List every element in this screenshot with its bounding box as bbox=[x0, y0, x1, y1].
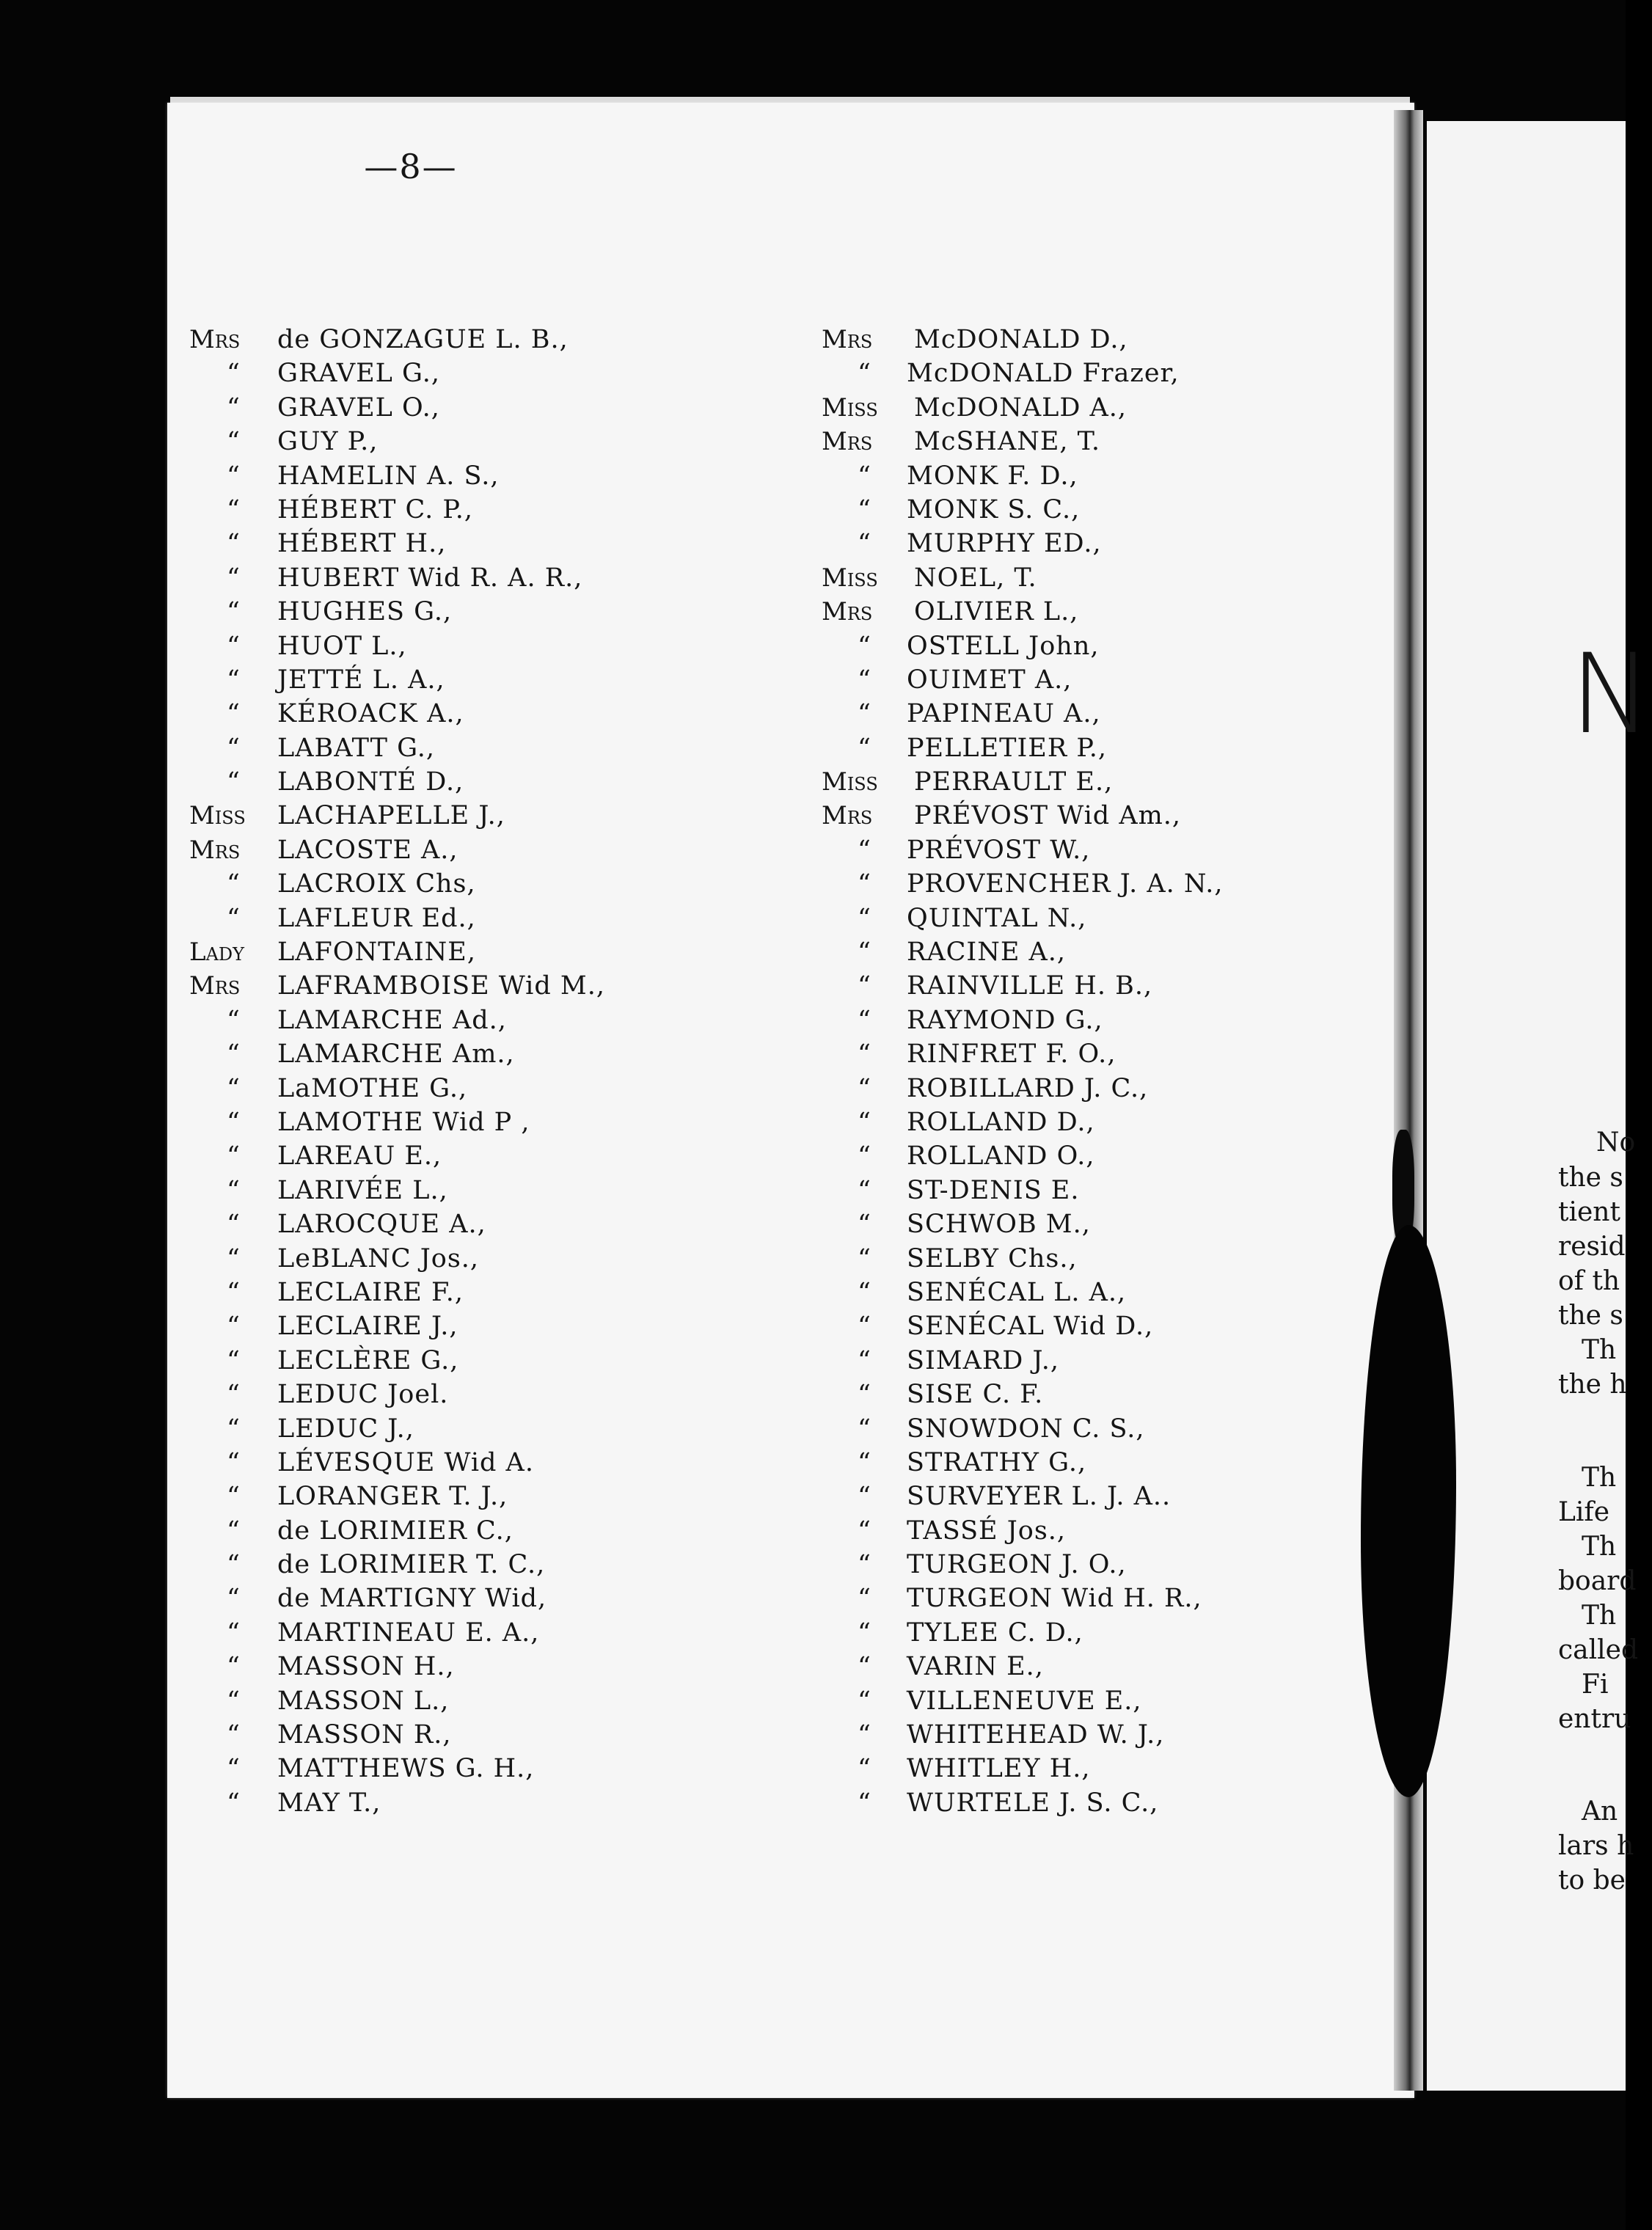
list-entry bbox=[822, 969, 1350, 1003]
entry-title: “ bbox=[227, 1005, 240, 1035]
entry-title: Lady bbox=[189, 937, 244, 968]
list-entry bbox=[822, 1344, 1350, 1378]
entry-name: TYLEE C. D., bbox=[907, 1617, 1083, 1648]
facing-text-fragment: to be bbox=[1558, 1865, 1626, 1896]
list-entry bbox=[189, 1616, 813, 1650]
entry-title: “ bbox=[858, 1720, 871, 1750]
list-entry bbox=[822, 1174, 1350, 1207]
entry-name: PELLETIER P., bbox=[907, 733, 1108, 763]
entry-name: HÉBERT C. P., bbox=[277, 494, 474, 524]
entry-title: “ bbox=[858, 1788, 871, 1818]
list-entry bbox=[189, 1548, 813, 1582]
entry-title: “ bbox=[227, 767, 240, 797]
entry-name: LORANGER T. J., bbox=[277, 1482, 508, 1512]
entry-title: “ bbox=[227, 1584, 240, 1614]
entry-name: MATTHEWS G. H., bbox=[277, 1754, 535, 1784]
entry-title: “ bbox=[227, 494, 240, 524]
entry-title: “ bbox=[227, 1550, 240, 1580]
list-entry bbox=[189, 1684, 813, 1718]
entry-title: “ bbox=[858, 631, 871, 661]
facing-text-fragment: Fi bbox=[1582, 1670, 1609, 1700]
entry-title: “ bbox=[858, 1175, 871, 1205]
facing-text-fragment: the s bbox=[1558, 1163, 1623, 1193]
entry-title: “ bbox=[227, 1243, 240, 1273]
entry-name: LEDUC J., bbox=[277, 1414, 414, 1444]
list-entry bbox=[822, 1582, 1350, 1615]
entry-title: “ bbox=[227, 699, 240, 729]
list-entry bbox=[189, 1752, 813, 1785]
list-entry bbox=[189, 1072, 813, 1105]
list-entry bbox=[822, 459, 1350, 493]
entry-name: MURPHY ED., bbox=[907, 529, 1102, 559]
entry-name: TURGEON Wid H. R., bbox=[907, 1584, 1202, 1614]
list-entry bbox=[822, 527, 1350, 560]
entry-title: “ bbox=[858, 1210, 871, 1240]
entry-title: “ bbox=[227, 1482, 240, 1512]
entry-title: “ bbox=[858, 1482, 871, 1512]
list-entry bbox=[189, 799, 813, 833]
entry-name: WURTELE J. S. C., bbox=[907, 1788, 1159, 1818]
entry-name: MASSON H., bbox=[277, 1652, 455, 1682]
list-entry bbox=[822, 1480, 1350, 1513]
entry-title: “ bbox=[227, 1516, 240, 1546]
list-entry bbox=[822, 595, 1350, 629]
entry-name: PRÉVOST W., bbox=[907, 835, 1091, 865]
facing-text-fragment: called bbox=[1558, 1635, 1639, 1665]
entry-title: “ bbox=[227, 1414, 240, 1444]
entry-title: Miss bbox=[822, 767, 878, 797]
entry-name: MASSON R., bbox=[277, 1720, 452, 1750]
list-entry bbox=[822, 1105, 1350, 1139]
list-entry bbox=[822, 1718, 1350, 1752]
list-entry bbox=[189, 765, 813, 799]
entry-name: RAINVILLE H. B., bbox=[907, 971, 1153, 1001]
entry-title: “ bbox=[858, 1073, 871, 1103]
list-entry bbox=[822, 323, 1350, 357]
entry-name: HÉBERT H., bbox=[277, 529, 447, 559]
entry-title: “ bbox=[858, 1380, 871, 1410]
list-entry bbox=[189, 561, 813, 595]
entry-name: MONK S. C., bbox=[907, 494, 1081, 524]
entry-title: “ bbox=[227, 1312, 240, 1342]
facing-text-fragment: lars h bbox=[1558, 1831, 1634, 1861]
entry-name: de GONZAGUE L. B., bbox=[277, 325, 569, 354]
entry-name: MAY T., bbox=[277, 1788, 381, 1818]
entry-name: OLIVIER L., bbox=[914, 597, 1079, 627]
list-entry bbox=[822, 935, 1350, 969]
entry-title: “ bbox=[858, 529, 871, 559]
entry-name: RACINE A., bbox=[907, 937, 1067, 968]
entry-name: STRATHY G., bbox=[907, 1447, 1087, 1477]
entry-name: McSHANE, T. bbox=[914, 427, 1100, 457]
entry-title: “ bbox=[227, 1107, 240, 1137]
entry-name: LACOSTE A., bbox=[277, 835, 458, 865]
list-entry bbox=[822, 1514, 1350, 1548]
entry-name: LABATT G., bbox=[277, 733, 436, 763]
entry-title: “ bbox=[227, 359, 240, 389]
entry-name: SENÉCAL L. A., bbox=[907, 1277, 1127, 1307]
list-entry bbox=[822, 493, 1350, 527]
entry-title: “ bbox=[227, 1788, 240, 1818]
list-entry bbox=[189, 1582, 813, 1615]
list-entry bbox=[822, 1309, 1350, 1343]
entry-title: “ bbox=[858, 1141, 871, 1171]
entry-title: Mrs bbox=[189, 835, 241, 865]
facing-text-fragment: An bbox=[1582, 1796, 1618, 1827]
entry-name: ROBILLARD J. C., bbox=[907, 1073, 1149, 1103]
entry-name: SISE C. F. bbox=[907, 1380, 1044, 1410]
entry-title: “ bbox=[227, 665, 240, 695]
entry-title: “ bbox=[858, 1754, 871, 1784]
entry-title: “ bbox=[858, 1447, 871, 1477]
entry-name: OUIMET A., bbox=[907, 665, 1072, 695]
list-entry bbox=[189, 833, 813, 867]
entry-title: “ bbox=[858, 665, 871, 695]
entry-title: “ bbox=[227, 1175, 240, 1205]
list-entry bbox=[189, 1480, 813, 1513]
entry-name: SURVEYER L. J. A.. bbox=[907, 1482, 1172, 1512]
list-entry bbox=[189, 663, 813, 697]
entry-name: PROVENCHER J. A. N., bbox=[907, 869, 1224, 899]
entry-name: SNOWDON C. S., bbox=[907, 1414, 1145, 1444]
entry-title: “ bbox=[227, 1652, 240, 1682]
entry-name: RAYMOND G., bbox=[907, 1005, 1103, 1035]
entry-name: ST-DENIS E. bbox=[907, 1175, 1080, 1205]
entry-title: Mrs bbox=[822, 325, 873, 354]
entry-title: “ bbox=[858, 1652, 871, 1682]
entry-title: “ bbox=[227, 1345, 240, 1375]
entry-title: “ bbox=[227, 1039, 240, 1070]
list-entry bbox=[822, 902, 1350, 935]
page-number: —8— bbox=[364, 147, 458, 186]
list-entry bbox=[189, 1004, 813, 1037]
list-entry bbox=[822, 799, 1350, 833]
list-entry bbox=[822, 561, 1350, 595]
entry-name: LAMOTHE Wid P , bbox=[277, 1107, 530, 1137]
list-entry bbox=[822, 425, 1350, 458]
entry-title: “ bbox=[227, 1380, 240, 1410]
facing-text-fragment: Life bbox=[1558, 1497, 1610, 1527]
entry-name: LECLAIRE J., bbox=[277, 1312, 458, 1342]
facing-text-fragment: Th bbox=[1582, 1463, 1617, 1493]
entry-title: “ bbox=[858, 1414, 871, 1444]
list-entry bbox=[822, 765, 1350, 799]
entry-title: “ bbox=[858, 971, 871, 1001]
list-entry bbox=[822, 867, 1350, 901]
entry-title: Mrs bbox=[189, 325, 241, 354]
entry-name: VARIN E., bbox=[907, 1652, 1044, 1682]
list-entry bbox=[822, 1072, 1350, 1105]
entry-title: “ bbox=[227, 903, 240, 933]
list-entry bbox=[189, 1309, 813, 1343]
entry-title: “ bbox=[858, 1243, 871, 1273]
list-entry bbox=[822, 1616, 1350, 1650]
list-entry bbox=[189, 1514, 813, 1548]
entry-title: “ bbox=[858, 1312, 871, 1342]
entry-title: “ bbox=[227, 427, 240, 457]
entry-title: “ bbox=[858, 699, 871, 729]
entry-name: LaMOTHE G., bbox=[277, 1073, 468, 1103]
list-entry bbox=[189, 1242, 813, 1276]
list-entry bbox=[189, 1344, 813, 1378]
entry-title: Miss bbox=[822, 563, 878, 593]
list-entry bbox=[189, 595, 813, 629]
list-entry bbox=[189, 493, 813, 527]
entry-name: NOEL, T. bbox=[914, 563, 1037, 593]
entry-title: “ bbox=[858, 1584, 871, 1614]
entry-name: KÉROACK A., bbox=[277, 699, 464, 729]
entry-title: “ bbox=[227, 1073, 240, 1103]
entry-name: LAREAU E., bbox=[277, 1141, 442, 1171]
list-entry bbox=[822, 833, 1350, 867]
entry-name: LECLAIRE F., bbox=[277, 1277, 464, 1307]
entry-name: HUGHES G., bbox=[277, 597, 453, 627]
list-entry bbox=[822, 697, 1350, 731]
entry-name: RINFRET F. O., bbox=[907, 1039, 1116, 1070]
list-entry bbox=[822, 1207, 1350, 1241]
entry-title: “ bbox=[858, 359, 871, 389]
entry-name: de LORIMIER C., bbox=[277, 1516, 513, 1546]
entry-title: “ bbox=[858, 1107, 871, 1137]
entry-title: “ bbox=[858, 461, 871, 491]
entry-name: LÉVESQUE Wid A. bbox=[277, 1447, 534, 1477]
list-entry bbox=[189, 902, 813, 935]
entry-name: LEDUC Joel. bbox=[277, 1380, 449, 1410]
entry-name: GUY P., bbox=[277, 427, 379, 457]
list-entry bbox=[189, 1207, 813, 1241]
facing-text-fragment: Th bbox=[1582, 1532, 1617, 1562]
list-entry bbox=[822, 1139, 1350, 1173]
entry-name: MONK F. D., bbox=[907, 461, 1078, 491]
list-entry bbox=[189, 731, 813, 765]
facing-text-fragment: No bbox=[1596, 1127, 1636, 1158]
facing-text-fragment: Th bbox=[1582, 1335, 1617, 1365]
list-entry bbox=[189, 1412, 813, 1446]
entry-title: “ bbox=[858, 903, 871, 933]
entry-name: WHITLEY H., bbox=[907, 1754, 1091, 1784]
list-entry bbox=[189, 969, 813, 1003]
entry-name: WHITEHEAD W. J., bbox=[907, 1720, 1165, 1750]
list-entry bbox=[822, 1684, 1350, 1718]
entry-name: LAFRAMBOISE Wid M., bbox=[277, 971, 605, 1001]
list-entry bbox=[822, 1378, 1350, 1411]
entry-title: “ bbox=[858, 1345, 871, 1375]
list-entry bbox=[822, 391, 1350, 425]
list-entry bbox=[822, 1004, 1350, 1037]
entry-name: OSTELL John, bbox=[907, 631, 1100, 661]
facing-text-fragment: the h bbox=[1558, 1370, 1627, 1400]
facing-text-fragment: Th bbox=[1582, 1601, 1617, 1631]
list-entry bbox=[189, 1786, 813, 1820]
list-entry bbox=[189, 1139, 813, 1173]
entry-name: SENÉCAL Wid D., bbox=[907, 1312, 1154, 1342]
list-entry bbox=[189, 527, 813, 560]
entry-title: “ bbox=[227, 1720, 240, 1750]
list-entry bbox=[189, 1446, 813, 1480]
entry-title: “ bbox=[227, 1141, 240, 1171]
list-entry bbox=[822, 1037, 1350, 1071]
right-name-column bbox=[822, 323, 1350, 1820]
entry-name: TASSÉ Jos., bbox=[907, 1516, 1067, 1546]
list-entry bbox=[189, 867, 813, 901]
entry-title: “ bbox=[227, 1686, 240, 1716]
entry-title: “ bbox=[858, 869, 871, 899]
entry-title: “ bbox=[858, 1686, 871, 1716]
entry-title: “ bbox=[227, 1277, 240, 1307]
entry-name: VILLENEUVE E., bbox=[907, 1686, 1142, 1716]
entry-name: TURGEON J. O., bbox=[907, 1550, 1127, 1580]
list-entry bbox=[822, 663, 1350, 697]
entry-title: “ bbox=[227, 597, 240, 627]
entry-name: LeBLANC Jos., bbox=[277, 1243, 480, 1273]
entry-name: PRÉVOST Wid Am., bbox=[914, 801, 1182, 831]
facing-text-fragment: entru bbox=[1558, 1704, 1631, 1734]
entry-name: SIMARD J., bbox=[907, 1345, 1060, 1375]
entry-title: “ bbox=[858, 835, 871, 865]
left-name-column bbox=[189, 323, 813, 1820]
list-entry bbox=[189, 357, 813, 390]
facing-text-fragment: of th bbox=[1558, 1266, 1620, 1296]
entry-title: “ bbox=[227, 1617, 240, 1648]
entry-name: LAROCQUE A., bbox=[277, 1210, 486, 1240]
list-entry bbox=[822, 629, 1350, 663]
entry-title: “ bbox=[227, 529, 240, 559]
entry-name: ROLLAND O., bbox=[907, 1141, 1095, 1171]
entry-title: “ bbox=[858, 494, 871, 524]
list-entry bbox=[189, 459, 813, 493]
entry-title: Mrs bbox=[822, 801, 873, 831]
entry-title: “ bbox=[227, 563, 240, 593]
entry-title: “ bbox=[227, 1210, 240, 1240]
entry-title: “ bbox=[858, 1550, 871, 1580]
entry-title: “ bbox=[227, 1754, 240, 1784]
list-entry bbox=[189, 629, 813, 663]
list-entry bbox=[822, 1446, 1350, 1480]
entry-name: de LORIMIER T. C., bbox=[277, 1550, 546, 1580]
entry-name: HUOT L., bbox=[277, 631, 407, 661]
entry-name: LACHAPELLE J., bbox=[277, 801, 505, 831]
entry-name: LABONTÉ D., bbox=[277, 767, 464, 797]
list-entry bbox=[822, 1548, 1350, 1582]
list-entry bbox=[189, 1718, 813, 1752]
facing-text-fragment: the s bbox=[1558, 1301, 1623, 1331]
list-entry bbox=[822, 1276, 1350, 1309]
entry-name: PERRAULT E., bbox=[914, 767, 1114, 797]
entry-name: LAFLEUR Ed., bbox=[277, 903, 476, 933]
entry-title: Mrs bbox=[822, 597, 873, 627]
entry-name: SCHWOB M., bbox=[907, 1210, 1091, 1240]
entry-name: McDONALD A., bbox=[914, 392, 1127, 423]
entry-title: Mrs bbox=[189, 971, 241, 1001]
list-entry bbox=[189, 1105, 813, 1139]
entry-name: HUBERT Wid R. A. R., bbox=[277, 563, 583, 593]
facing-text-fragment: resid bbox=[1558, 1232, 1626, 1262]
entry-title: “ bbox=[227, 392, 240, 423]
list-entry bbox=[822, 731, 1350, 765]
entry-title: “ bbox=[227, 733, 240, 763]
list-entry bbox=[822, 1786, 1350, 1820]
facing-page-heading-letter: N bbox=[1570, 631, 1652, 758]
entry-name: McDONALD D., bbox=[914, 325, 1128, 354]
list-entry bbox=[822, 1242, 1350, 1276]
entry-title: Mrs bbox=[822, 427, 873, 457]
list-entry bbox=[189, 1378, 813, 1411]
list-entry bbox=[189, 391, 813, 425]
entry-name: GRAVEL G., bbox=[277, 359, 440, 389]
entry-name: HAMELIN A. S., bbox=[277, 461, 500, 491]
entry-title: Miss bbox=[189, 801, 246, 831]
entry-title: “ bbox=[227, 869, 240, 899]
entry-name: LECLÈRE G., bbox=[277, 1345, 459, 1375]
list-entry bbox=[189, 1276, 813, 1309]
list-entry bbox=[822, 1412, 1350, 1446]
list-entry bbox=[189, 935, 813, 969]
entry-title: “ bbox=[858, 1005, 871, 1035]
list-entry bbox=[189, 425, 813, 458]
list-entry bbox=[189, 323, 813, 357]
entry-title: “ bbox=[858, 1039, 871, 1070]
list-entry bbox=[822, 1752, 1350, 1785]
entry-name: MASSON L., bbox=[277, 1686, 450, 1716]
entry-name: MARTINEAU E. A., bbox=[277, 1617, 540, 1648]
list-entry bbox=[189, 1650, 813, 1684]
entry-name: ROLLAND D., bbox=[907, 1107, 1095, 1137]
entry-name: de MARTIGNY Wid, bbox=[277, 1584, 547, 1614]
entry-name: PAPINEAU A., bbox=[907, 699, 1101, 729]
entry-title: “ bbox=[227, 461, 240, 491]
list-entry bbox=[189, 697, 813, 731]
entry-name: LAMARCHE Ad., bbox=[277, 1005, 507, 1035]
entry-title: Miss bbox=[822, 392, 878, 423]
entry-title: “ bbox=[858, 937, 871, 968]
entry-name: McDONALD Frazer, bbox=[907, 359, 1180, 389]
entry-title: “ bbox=[858, 1516, 871, 1546]
entry-name: LAMARCHE Am., bbox=[277, 1039, 515, 1070]
entry-name: GRAVEL O., bbox=[277, 392, 440, 423]
entry-title: “ bbox=[858, 733, 871, 763]
entry-title: “ bbox=[227, 1447, 240, 1477]
entry-name: LACROIX Chs, bbox=[277, 869, 476, 899]
entry-name: SELBY Chs., bbox=[907, 1243, 1078, 1273]
entry-name: LARIVÉE L., bbox=[277, 1175, 448, 1205]
entry-name: LAFONTAINE, bbox=[277, 937, 476, 968]
entry-name: JETTÉ L. A., bbox=[277, 665, 445, 695]
list-entry bbox=[822, 357, 1350, 390]
entry-title: “ bbox=[227, 631, 240, 661]
facing-text-fragment: board bbox=[1558, 1566, 1637, 1596]
list-entry bbox=[189, 1174, 813, 1207]
facing-text-fragment: tient bbox=[1558, 1197, 1620, 1227]
entry-name: QUINTAL N., bbox=[907, 903, 1087, 933]
entry-title: “ bbox=[858, 1277, 871, 1307]
list-entry bbox=[189, 1037, 813, 1071]
list-entry bbox=[822, 1650, 1350, 1684]
entry-title: “ bbox=[858, 1617, 871, 1648]
